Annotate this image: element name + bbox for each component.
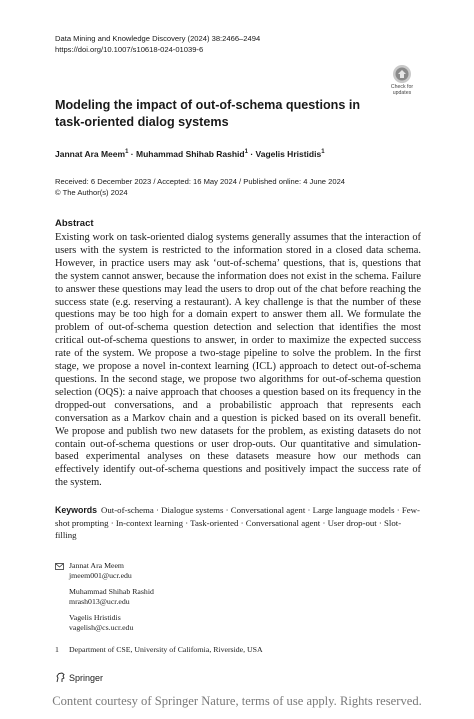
author-name: Muhammad Shihab Rashid: [135, 149, 245, 159]
author-separator: ·: [128, 149, 136, 159]
abstract-heading: Abstract: [55, 218, 94, 229]
copyright-line: © The Author(s) 2024: [55, 187, 128, 197]
affiliation-number: 1: [55, 645, 59, 654]
keywords-label: Keywords: [55, 505, 98, 515]
correspondent-name: Vagelis Hristidis: [69, 613, 121, 622]
affiliation-footnote: [55, 645, 263, 654]
author-affiliation-marker: 1: [321, 149, 325, 156]
correspondence-block: [55, 561, 154, 639]
correspondent-name: Muhammad Shihab Rashid: [69, 587, 154, 596]
correspondence-entry: [69, 587, 154, 607]
correspondence-entry: [69, 613, 154, 633]
journal-citation: Data Mining and Knowledge Discovery (2024) 38:2466–2494: [55, 34, 261, 43]
check-updates-line2: updates: [392, 89, 412, 96]
correspondent-email[interactable]: jmeem001@ucr.edu: [69, 571, 132, 580]
paper-title: Modeling the impact of out-of-schema questions in task-oriented dialog systems: [55, 98, 361, 129]
correspondent-name: Jannat Ara Meem: [69, 561, 124, 570]
check-updates-line1: Check for: [390, 84, 414, 90]
check-for-updates-icon: [392, 64, 412, 84]
courtesy-watermark: Content courtesy of Springer Nature, terms of use apply. Rights reserved.: [52, 694, 422, 708]
author-name: Vagelis Hristidis: [255, 149, 322, 159]
author-affiliation-marker: 1: [244, 149, 248, 156]
journal-doi[interactable]: https://doi.org/10.1007/s10618-024-01039-6: [55, 44, 204, 54]
author-separator: ·: [247, 149, 256, 159]
correspondent-email[interactable]: mrash013@ucr.edu: [69, 597, 130, 606]
envelope-icon: [55, 563, 64, 570]
keywords-text: Out-of-schema · Dialogue systems · Conversational agent · Large language models · Few-shot prompting · In-context learning · Task-oriented · Conversational agent · User drop-out · Slot-filling: [55, 505, 420, 540]
publisher-name: Springer: [69, 672, 104, 683]
springer-horse-icon: [55, 672, 66, 683]
abstract-text: Existing work on task-oriented dialog systems generally assumes that the interaction of users with the system is restricted to the information stored in a closed data schema. However, in practice users may ask ‘out-of-schema’ questions, that is, questions that the system cannot answer, because the information does not exist in the schema. Failure to answer these questions may lead the users to drop out of the chat before reaching the success state (e.g. reserving a restaurant). A key challenge is that the number of these questions may be too high for a domain expert to answer them all. We formulate the problem of out-of-schema question detection and selection that identifies the most critical out-of-schema questions to answer, in order to maximize the expected success rate of the system. We propose a two-stage pipeline to solve the problem. In the first stage, we propose a novel in-context learning (ICL) approach to detect out-of-schema questions. In the second stage, we propose two algorithms for out-of-schema question selection (OQS): a naive approach that chooses a question based on its frequency in the dropped-out conversations, and a probabilistic approach that represents each conversation as a Markov chain and a question is picked based on its overall benefit. We propose and publish two new datasets for the problem, as existing datasets do not contain out-of-schema questions or user drop-outs. Our quantitative and simulation-based experimental analyses on these datasets measure how our methods can effectively identify out-of-schema questions and positively impact the success rate of the system.: [55, 232, 421, 489]
author-list: [55, 149, 325, 159]
date-history: Received: 6 December 2023 / Accepted: 16 May 2024 / Published online: 4 June 2024: [55, 177, 346, 186]
check-for-updates-badge[interactable]: [385, 64, 419, 102]
correspondent-email[interactable]: vagelish@cs.ucr.edu: [69, 623, 134, 632]
publication-dates: [55, 177, 345, 198]
publisher-logo: [55, 672, 103, 683]
journal-header: [55, 34, 260, 55]
affiliation-text: Department of CSE, University of California, Riverside, USA: [69, 645, 263, 654]
correspondence-entry: [69, 561, 154, 581]
author-affiliation-marker: 1: [125, 149, 129, 156]
keywords-block: [55, 504, 421, 542]
author-name: Jannat Ara Meem: [55, 149, 126, 159]
